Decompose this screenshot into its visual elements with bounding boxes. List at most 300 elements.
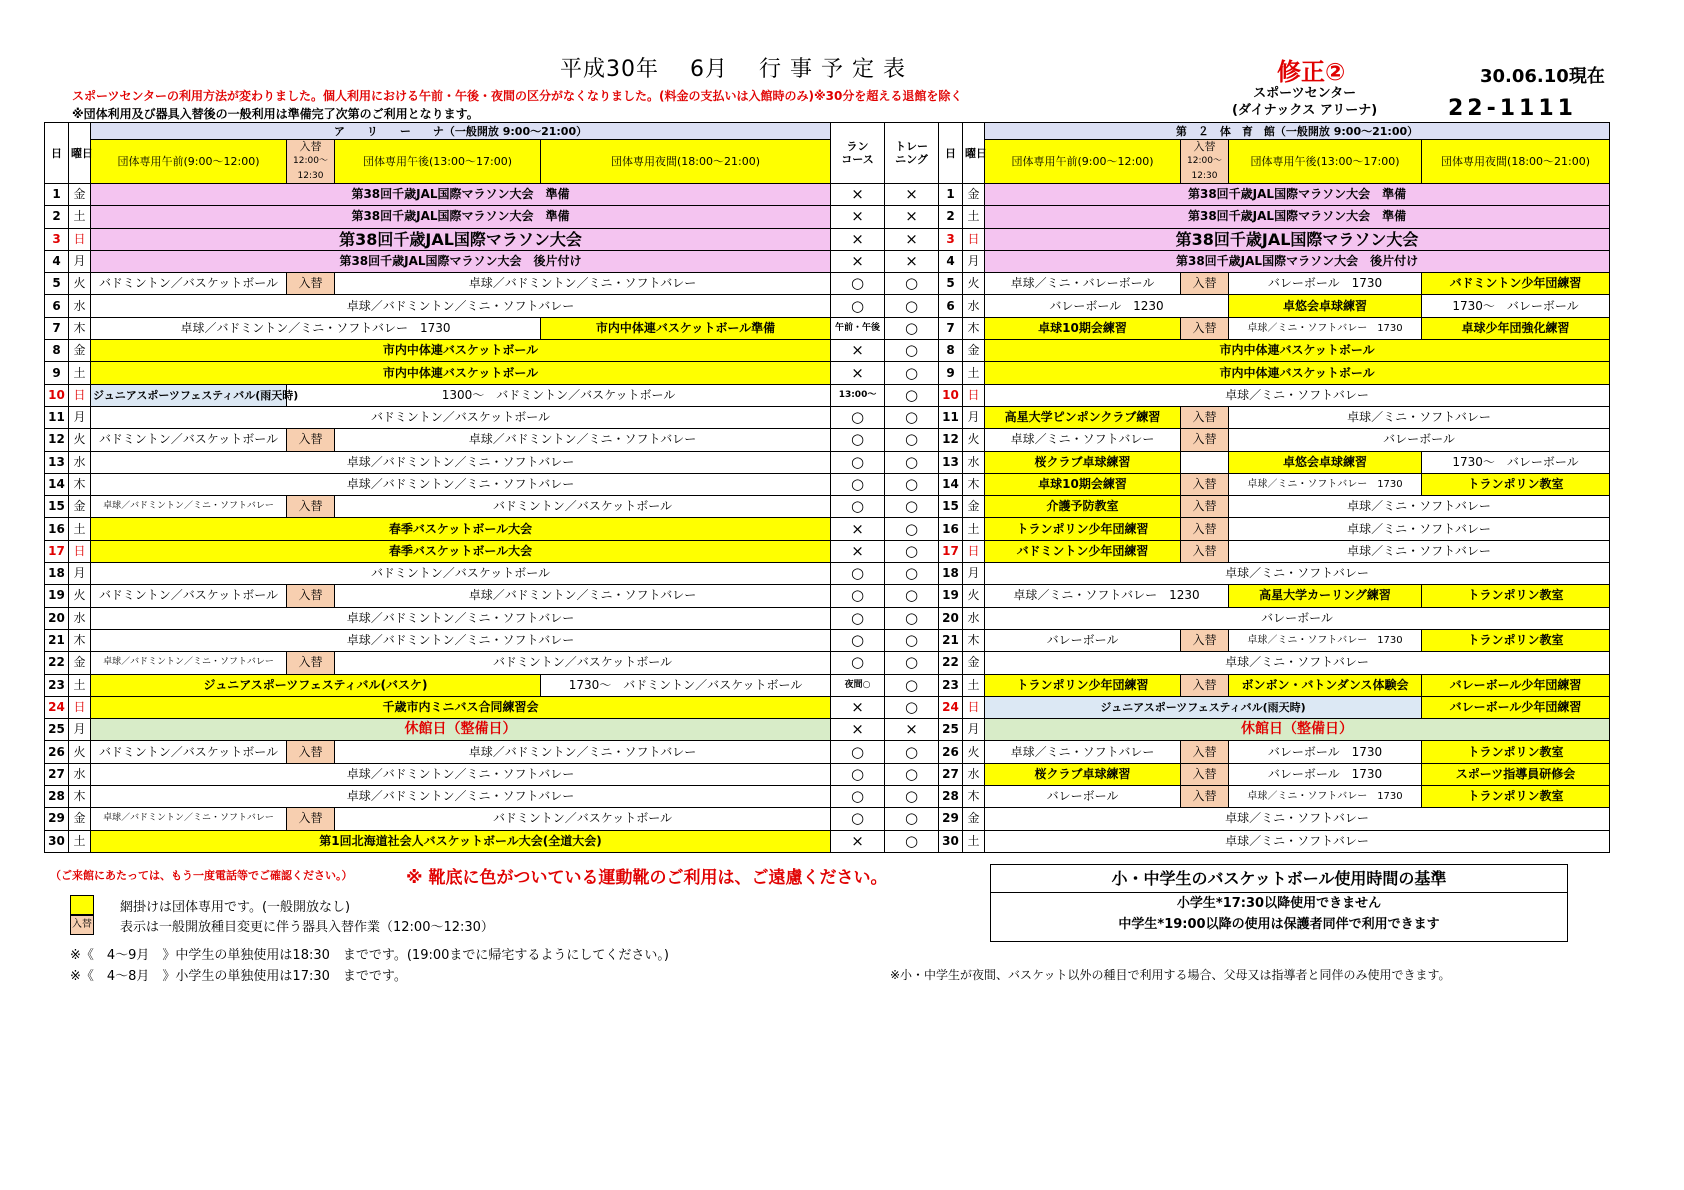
day-cell-2: 6: [939, 295, 963, 317]
gym2-cell: ジュニアスポーツフェスティバル(雨天時): [985, 696, 1422, 718]
training-cell: ○: [885, 340, 939, 362]
swap-cell: 入替: [1181, 317, 1229, 339]
training-cell: ○: [885, 696, 939, 718]
arena-cell: バドミントン／バスケットボール: [335, 652, 831, 674]
gym2-cell: 卓球／ミニ・ソフトバレー: [985, 652, 1610, 674]
weekday-cell: 土: [69, 362, 91, 384]
training-cell: ○: [885, 429, 939, 451]
day-cell-2: 18: [939, 563, 963, 585]
run-course-cell: ×: [831, 206, 885, 228]
day-cell-2: 7: [939, 317, 963, 339]
day-cell: 27: [45, 763, 69, 785]
day-cell-2: 30: [939, 830, 963, 852]
day-cell: 14: [45, 473, 69, 495]
col-training: トレー ニング: [885, 123, 939, 184]
arena-cell: 卓球／バドミントン／ミニ・ソフトバレー: [91, 496, 287, 518]
page-title: 平成30年 6月 行 事 予 定 表: [560, 57, 906, 82]
training-cell: ○: [885, 384, 939, 406]
swap-cell: 入替: [287, 741, 335, 763]
run-course-cell: ○: [831, 496, 885, 518]
run-course-cell: 午前・午後: [831, 317, 885, 339]
phone-number: 22-1111: [1448, 96, 1577, 121]
basketball-rules-junior-high: 中学生*19:00以降の使用は保護者同伴で利用できます: [1118, 917, 1440, 932]
swap-cell: 入替: [287, 585, 335, 607]
weekday-cell: 土: [69, 674, 91, 696]
arena-cell: 休館日（整備日）: [91, 719, 831, 741]
schedule-row: [45, 808, 1610, 830]
arena-cell: 卓球／バドミントン／ミニ・ソフトバレー: [91, 652, 287, 674]
schedule-row: [45, 719, 1610, 741]
schedule-row: [45, 585, 1610, 607]
col-am: 団体専用午前(9:00～12:00): [91, 140, 287, 184]
day-cell: 22: [45, 652, 69, 674]
training-cell: ○: [885, 451, 939, 473]
day-cell: 9: [45, 362, 69, 384]
run-course-cell: ×: [831, 362, 885, 384]
weekday-cell-2: 日: [963, 540, 985, 562]
day-cell-2: 1: [939, 184, 963, 206]
schedule-row: [45, 451, 1610, 473]
day-cell: 20: [45, 607, 69, 629]
day-cell: 18: [45, 563, 69, 585]
schedule-row: [45, 763, 1610, 785]
weekday-cell-2: 木: [963, 786, 985, 808]
gym2-cell: 高星大学ピンポンクラブ練習: [985, 406, 1181, 428]
day-cell: 21: [45, 629, 69, 651]
weekday-cell: 土: [69, 206, 91, 228]
weekday-cell-2: 日: [963, 228, 985, 250]
arena-cell: 第38回千歳JAL国際マラソン大会 準備: [91, 184, 831, 206]
gym2-cell: バレーボール少年団練習: [1422, 696, 1610, 718]
weekday-cell: 月: [69, 406, 91, 428]
weekday-cell: 月: [69, 250, 91, 272]
revision-label: 修正②: [1277, 58, 1346, 86]
schedule-row: [45, 496, 1610, 518]
schedule-row: [45, 473, 1610, 495]
gym2-cell: 桜クラブ卓球練習: [985, 451, 1181, 473]
weekday-cell-2: 金: [963, 184, 985, 206]
basketball-rules-box: [990, 864, 1568, 942]
gym2-cell: 市内中体連バスケットボール: [985, 362, 1610, 384]
arena-cell: 卓球／バドミントン／ミニ・ソフトバレー: [335, 585, 831, 607]
weekday-cell: 金: [69, 496, 91, 518]
swap-cell: 入替: [1181, 540, 1229, 562]
day-cell-2: 5: [939, 273, 963, 295]
run-course-cell: ×: [831, 340, 885, 362]
col-day: 日: [45, 123, 69, 184]
arena-cell: 春季バスケットボール大会: [91, 518, 831, 540]
arena-cell: バドミントン／バスケットボール: [91, 273, 287, 295]
swap-cell: 入替: [1181, 429, 1229, 451]
training-cell: ×: [885, 206, 939, 228]
weekday-cell-2: 水: [963, 607, 985, 629]
day-cell: 2: [45, 206, 69, 228]
weekday-cell: 水: [69, 451, 91, 473]
swap-label: 入替: [299, 140, 322, 153]
day-cell: 29: [45, 808, 69, 830]
gym2-cell: 第38回千歳JAL国際マラソン大会 後片付け: [985, 250, 1610, 272]
swap-time: 12:00～ 12:30: [293, 156, 328, 181]
weekday-cell-2: 金: [963, 652, 985, 674]
run-course-cell: ×: [831, 719, 885, 741]
col-dow: 曜日: [69, 123, 91, 184]
gym2-cell: バレーボール: [1229, 429, 1610, 451]
weekday-cell-2: 火: [963, 429, 985, 451]
arena-cell: バドミントン／バスケットボール: [335, 496, 831, 518]
facility-name: [1232, 85, 1377, 119]
gym2-cell: バレーボール: [985, 786, 1181, 808]
run-course-cell: ○: [831, 585, 885, 607]
schedule-row: [45, 540, 1610, 562]
weekday-cell-2: 金: [963, 808, 985, 830]
day-cell-2: 25: [939, 719, 963, 741]
day-cell-2: 2: [939, 206, 963, 228]
col-pm-2: 団体専用午後(13:00～17:00): [1229, 140, 1422, 184]
training-cell: ○: [885, 607, 939, 629]
arena-cell: 春季バスケットボール大会: [91, 540, 831, 562]
gym2-cell: 卓球／ミニ・ソフトバレー 1730: [1229, 786, 1422, 808]
day-cell-2: 28: [939, 786, 963, 808]
weekday-cell: 水: [69, 763, 91, 785]
weekday-cell: 月: [69, 719, 91, 741]
schedule-row: [45, 429, 1610, 451]
arena-cell: 第38回千歳JAL国際マラソン大会 後片付け: [91, 250, 831, 272]
gym2-cell: 卓悠会卓球練習: [1229, 451, 1422, 473]
weekday-cell-2: 木: [963, 317, 985, 339]
day-cell: 8: [45, 340, 69, 362]
weekday-cell-2: 土: [963, 830, 985, 852]
basketball-rules-elementary: 小学生*17:30以降使用できません: [1176, 896, 1382, 911]
weekday-cell-2: 金: [963, 496, 985, 518]
swap-cell: 入替: [1181, 518, 1229, 540]
swap-cell: 入替: [287, 429, 335, 451]
swap-cell: 入替: [1181, 786, 1229, 808]
gym2-cell: 卓球10期会練習: [985, 473, 1181, 495]
gym2-cell: バレーボール 1730: [1229, 763, 1422, 785]
training-cell: ○: [885, 674, 939, 696]
arena-cell: バドミントン／バスケットボール: [335, 808, 831, 830]
gym2-cell: 卓球10期会練習: [985, 317, 1181, 339]
gym2-cell: トランポリン教室: [1422, 786, 1610, 808]
arena-cell: ジュニアスポーツフェスティバル(雨天時): [91, 384, 287, 406]
arena-cell: 市内中体連バスケットボール準備: [541, 317, 831, 339]
swap-cell: 入替: [287, 273, 335, 295]
col-night: 団体専用夜間(18:00～21:00): [541, 140, 831, 184]
weekday-cell-2: 水: [963, 763, 985, 785]
confirm-notice: （ご来館にあたっては、もう一度電話等でご確認ください。）: [50, 869, 353, 882]
gym2-cell: 卓球／ミニ・ソフトバレー 1730: [1229, 629, 1422, 651]
day-cell-2: 19: [939, 585, 963, 607]
run-course-cell: ○: [831, 429, 885, 451]
run-course-cell: ○: [831, 406, 885, 428]
junior-high-rule: ※《 4～9月 》中学生の単独使用は18:30 までです。(19:00までに帰宅するようにしてください。): [70, 948, 669, 963]
weekday-cell: 火: [69, 429, 91, 451]
day-cell: 23: [45, 674, 69, 696]
day-cell: 10: [45, 384, 69, 406]
training-cell: ×: [885, 250, 939, 272]
arena-cell: 千歳市内ミニバス合同練習会: [91, 696, 831, 718]
arena-cell: 第1回北海道社会人バスケットボール大会(全道大会): [91, 830, 831, 852]
arena-cell: 卓球／バドミントン／ミニ・ソフトバレー: [91, 763, 831, 785]
col-pm: 団体専用午後(13:00～17:00): [335, 140, 541, 184]
gym2-cell: 卓球／ミニ・ソフトバレー: [985, 429, 1181, 451]
schedule-row: [45, 696, 1610, 718]
day-cell: 5: [45, 273, 69, 295]
run-course-cell: ○: [831, 808, 885, 830]
training-cell: ×: [885, 184, 939, 206]
schedule-row: [45, 184, 1610, 206]
day-cell: 12: [45, 429, 69, 451]
day-cell-2: 12: [939, 429, 963, 451]
gym2-cell: トランポリン少年団練習: [985, 674, 1181, 696]
weekday-cell: 水: [69, 607, 91, 629]
gym2-cell: トランポリン教室: [1422, 629, 1610, 651]
legend-swap-text: 表示は一般開放種目変更に伴う器具入替作業（12:00～12:30）: [120, 920, 494, 935]
weekday-cell-2: 水: [963, 451, 985, 473]
training-cell: ○: [885, 585, 939, 607]
elementary-rule: ※《 4～8月 》小学生の単独使用は17:30 までです。: [70, 969, 407, 984]
gym2-cell: 卓球／ミニ・ソフトバレー: [1229, 540, 1610, 562]
col-am-2: 団体専用午前(9:00～12:00): [985, 140, 1181, 184]
run-course-cell: ○: [831, 786, 885, 808]
arena-cell: 卓球／バドミントン／ミニ・ソフトバレー: [335, 741, 831, 763]
arena-cell: 卓球／バドミントン／ミニ・ソフトバレー: [91, 473, 831, 495]
weekday-cell-2: 月: [963, 719, 985, 741]
day-cell-2: 26: [939, 741, 963, 763]
weekday-cell-2: 火: [963, 741, 985, 763]
schedule-row: [45, 518, 1610, 540]
swap-cell: 入替: [1181, 273, 1229, 295]
gym2-cell: スポーツ指導員研修会: [1422, 763, 1610, 785]
schedule-row: [45, 317, 1610, 339]
weekday-cell: 土: [69, 518, 91, 540]
gym2-cell: トランポリン少年団練習: [985, 518, 1181, 540]
training-cell: ○: [885, 652, 939, 674]
schedule-row: [45, 206, 1610, 228]
day-cell-2: 29: [939, 808, 963, 830]
schedule-row: [45, 786, 1610, 808]
gym2-cell: 卓球／ミニ・ソフトバレー: [1229, 518, 1610, 540]
day-cell: 15: [45, 496, 69, 518]
weekday-cell: 木: [69, 317, 91, 339]
run-course-cell: ○: [831, 295, 885, 317]
weekday-cell-2: 日: [963, 696, 985, 718]
arena-header: ア リ ー ナ（一般開放 9:00～21:00）: [91, 123, 831, 140]
weekday-cell: 火: [69, 741, 91, 763]
weekday-cell-2: 木: [963, 629, 985, 651]
run-course-cell: ×: [831, 518, 885, 540]
gym2-cell: 卓球／ミニ・ソフトバレー: [985, 808, 1610, 830]
training-cell: ○: [885, 786, 939, 808]
weekday-cell-2: 火: [963, 273, 985, 295]
arena-cell: 卓球／バドミントン／ミニ・ソフトバレー: [335, 429, 831, 451]
weekday-cell-2: 月: [963, 406, 985, 428]
gym2-cell: 卓悠会卓球練習: [1229, 295, 1422, 317]
weekday-cell-2: 水: [963, 295, 985, 317]
weekday-cell-2: 月: [963, 250, 985, 272]
gym2-cell: バドミントン少年団練習: [1422, 273, 1610, 295]
training-cell: ○: [885, 295, 939, 317]
gym2-cell: 第38回千歳JAL国際マラソン大会 準備: [985, 184, 1610, 206]
training-cell: ○: [885, 518, 939, 540]
arena-cell: 卓球／バドミントン／ミニ・ソフトバレー: [91, 629, 831, 651]
arena-cell: 1730～ バドミントン／バスケットボール: [541, 674, 831, 696]
as-of-date: 30.06.10現在: [1480, 66, 1605, 87]
gym2-cell: トランポリン教室: [1422, 741, 1610, 763]
gym2-cell: 卓球少年団強化練習: [1422, 317, 1610, 339]
col-swap-2: [1181, 140, 1229, 184]
gym2-cell: 卓球／ミニ・ソフトバレー 1230: [985, 585, 1229, 607]
facility-name-line1: スポーツセンター: [1253, 86, 1357, 101]
run-course-cell: ○: [831, 451, 885, 473]
day-cell-2: 9: [939, 362, 963, 384]
col-night-2: 団体専用夜間(18:00～21:00): [1422, 140, 1610, 184]
swap-cell: 入替: [1181, 629, 1229, 651]
day-cell-2: 17: [939, 540, 963, 562]
schedule-row: [45, 563, 1610, 585]
gym2-cell: バレーボール: [985, 629, 1181, 651]
schedule-row: [45, 250, 1610, 272]
weekday-cell: 水: [69, 295, 91, 317]
training-cell: ○: [885, 830, 939, 852]
swap-cell: 入替: [1181, 496, 1229, 518]
swap-cell: 入替: [287, 496, 335, 518]
arena-cell: バドミントン／バスケットボール: [91, 429, 287, 451]
weekday-cell: 火: [69, 585, 91, 607]
day-cell-2: 24: [939, 696, 963, 718]
day-cell: 17: [45, 540, 69, 562]
training-cell: ×: [885, 719, 939, 741]
schedule-row: [45, 652, 1610, 674]
shoe-warning: ※ 靴底に色がついている運動靴のご利用は、ご遠慮ください。: [406, 868, 888, 888]
run-course-cell: ×: [831, 184, 885, 206]
empty-cell: [1181, 451, 1229, 473]
day-cell-2: 10: [939, 384, 963, 406]
run-course-cell: ×: [831, 228, 885, 250]
day-cell: 4: [45, 250, 69, 272]
arena-cell: バドミントン／バスケットボール: [91, 406, 831, 428]
gym2-cell: 市内中体連バスケットボール: [985, 340, 1610, 362]
arena-cell: 卓球／バドミントン／ミニ・ソフトバレー: [91, 607, 831, 629]
arena-cell: 卓球／バドミントン／ミニ・ソフトバレー: [91, 808, 287, 830]
training-cell: ○: [885, 362, 939, 384]
gym2-cell: 卓球／ミニ・ソフトバレー: [1229, 406, 1610, 428]
run-course-cell: ○: [831, 473, 885, 495]
arena-cell: 市内中体連バスケットボール: [91, 340, 831, 362]
weekday-cell: 木: [69, 473, 91, 495]
gym2-cell: ボンボン・バトンダンス体験会: [1229, 674, 1422, 696]
day-cell: 6: [45, 295, 69, 317]
gym2-cell: トランポリン教室: [1422, 473, 1610, 495]
day-cell: 1: [45, 184, 69, 206]
swap-label-2: 入替: [1193, 140, 1216, 153]
arena-cell: 卓球／バドミントン／ミニ・ソフトバレー: [91, 295, 831, 317]
weekday-cell: 日: [69, 384, 91, 406]
weekday-cell: 火: [69, 273, 91, 295]
weekday-cell-2: 金: [963, 340, 985, 362]
gym2-cell: 卓球／ミニ・ソフトバレー 1730: [1229, 317, 1422, 339]
training-cell: ○: [885, 741, 939, 763]
schedule-row: [45, 607, 1610, 629]
day-cell: 7: [45, 317, 69, 339]
weekday-cell: 日: [69, 540, 91, 562]
gym2-cell: 卓球／ミニ・ソフトバレー: [985, 741, 1181, 763]
run-course-cell: ×: [831, 250, 885, 272]
arena-cell: 卓球／バドミントン／ミニ・ソフトバレー: [91, 451, 831, 473]
run-course-cell: ○: [831, 741, 885, 763]
gym2-header: 第 ２ 体 育 館（一般開放 9:00～21:00）: [985, 123, 1610, 140]
schedule-row: [45, 629, 1610, 651]
weekday-cell: 金: [69, 652, 91, 674]
schedule-row: [45, 295, 1610, 317]
schedule-row: [45, 228, 1610, 250]
gym2-cell: 卓球／ミニ・ソフトバレー: [985, 563, 1610, 585]
col-swap: [287, 140, 335, 184]
day-cell-2: 20: [939, 607, 963, 629]
run-course-cell: ×: [831, 830, 885, 852]
run-course-cell: ×: [831, 540, 885, 562]
day-cell-2: 22: [939, 652, 963, 674]
schedule-row: [45, 340, 1610, 362]
weekday-cell: 月: [69, 563, 91, 585]
training-cell: ○: [885, 763, 939, 785]
day-cell: 3: [45, 228, 69, 250]
run-course-cell: ○: [831, 652, 885, 674]
gym2-cell: 卓球／ミニ・ソフトバレー: [1229, 496, 1610, 518]
arena-cell: ジュニアスポーツフェスティバル(バスケ): [91, 674, 541, 696]
day-cell: 26: [45, 741, 69, 763]
arena-cell: 卓球／バドミントン／ミニ・ソフトバレー: [335, 273, 831, 295]
run-course-cell: ○: [831, 607, 885, 629]
gym2-cell: 桜クラブ卓球練習: [985, 763, 1181, 785]
day-cell: 13: [45, 451, 69, 473]
training-cell: ○: [885, 273, 939, 295]
gym2-cell: 第38回千歳JAL国際マラソン大会: [985, 228, 1610, 250]
day-cell-2: 23: [939, 674, 963, 696]
run-course-cell: ○: [831, 629, 885, 651]
training-cell: ○: [885, 540, 939, 562]
weekday-cell: 日: [69, 696, 91, 718]
day-cell-2: 27: [939, 763, 963, 785]
arena-cell: 1300～ バドミントン／バスケットボール: [287, 384, 831, 406]
weekday-cell-2: 月: [963, 563, 985, 585]
weekday-cell: 木: [69, 629, 91, 651]
gym2-cell: 卓球／ミニ・ソフトバレー: [985, 384, 1610, 406]
arena-cell: 市内中体連バスケットボール: [91, 362, 831, 384]
header-row-2: [45, 140, 1610, 184]
run-course-cell: 13:00～: [831, 384, 885, 406]
gym2-cell: バドミントン少年団練習: [985, 540, 1181, 562]
weekday-cell-2: 土: [963, 518, 985, 540]
weekday-cell-2: 日: [963, 384, 985, 406]
schedule-row: [45, 830, 1610, 852]
day-cell: 30: [45, 830, 69, 852]
gym2-cell: 1730～ バレーボール: [1422, 295, 1610, 317]
schedule-row: [45, 674, 1610, 696]
swap-cell: 入替: [1181, 473, 1229, 495]
schedule-row: [45, 384, 1610, 406]
col-day-2: 日: [939, 123, 963, 184]
gym2-cell: 卓球／ミニ・ソフトバレー 1730: [1229, 473, 1422, 495]
arena-cell: 第38回千歳JAL国際マラソン大会 準備: [91, 206, 831, 228]
day-cell: 16: [45, 518, 69, 540]
schedule-row: [45, 406, 1610, 428]
day-cell-2: 11: [939, 406, 963, 428]
weekday-cell-2: 土: [963, 674, 985, 696]
run-course-cell: ○: [831, 273, 885, 295]
training-cell: ○: [885, 629, 939, 651]
gym2-cell: 卓球／ミニ・バレーボール: [985, 273, 1181, 295]
